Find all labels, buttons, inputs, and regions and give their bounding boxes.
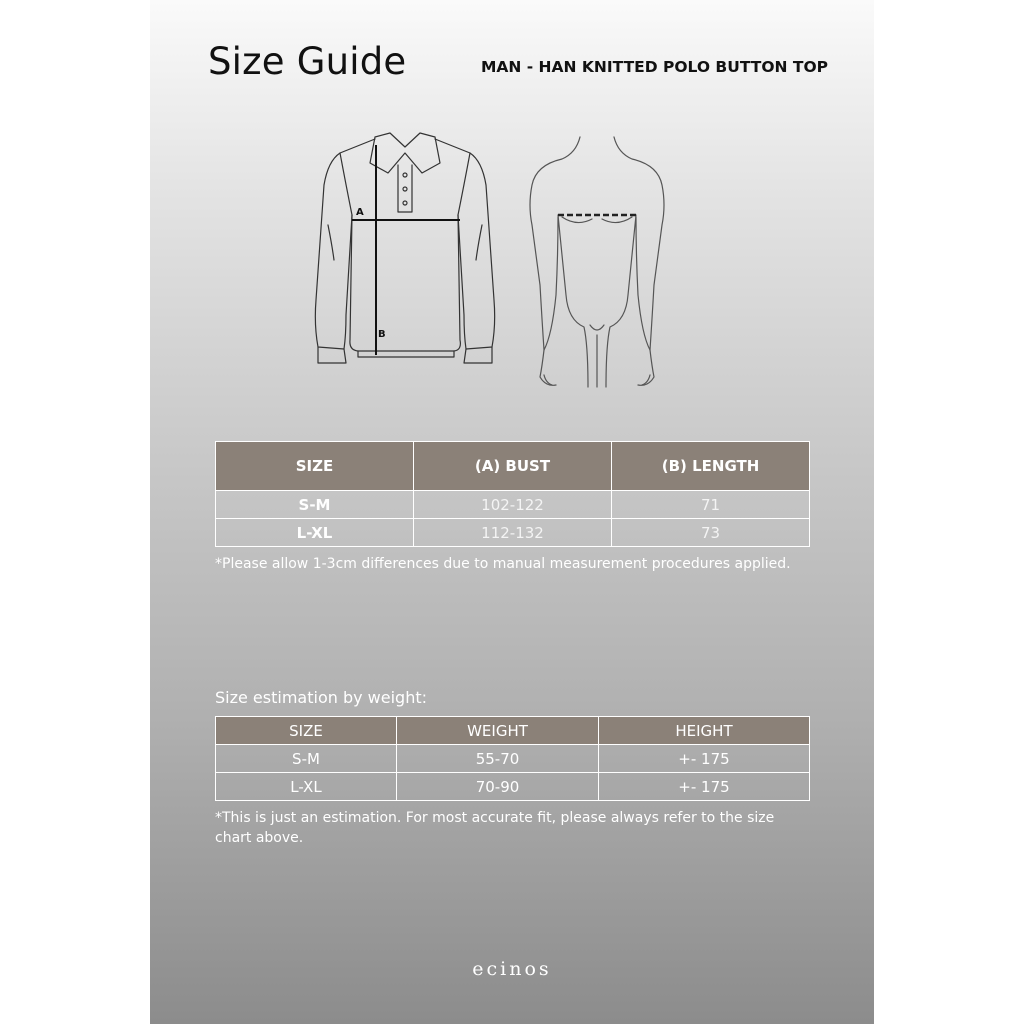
- height-cell: +- 175: [599, 745, 810, 773]
- table-row: [216, 519, 810, 547]
- size-cell: S-M: [216, 491, 414, 519]
- size-cell: L-XL: [216, 519, 414, 547]
- col-header-bust: (A) BUST: [414, 442, 612, 491]
- weight-chart-header-row: [216, 717, 810, 745]
- polo-shirt-illustration: [300, 125, 510, 375]
- measure-label-b: B: [378, 329, 386, 340]
- size-cell: L-XL: [216, 773, 397, 801]
- table-row: [216, 745, 810, 773]
- height-cell: +- 175: [599, 773, 810, 801]
- product-name: MAN - HAN KNITTED POLO BUTTON TOP: [480, 58, 828, 76]
- size-chart-table: [215, 441, 810, 547]
- bust-cell: 112-132: [414, 519, 612, 547]
- col-header-length: (B) LENGTH: [612, 442, 810, 491]
- page-title: Size Guide: [208, 40, 407, 83]
- table-row: [216, 491, 810, 519]
- col-header-size: SIZE: [216, 442, 414, 491]
- brand-logo: ecinos: [472, 958, 552, 980]
- col-header-size: SIZE: [216, 717, 397, 745]
- length-cell: 71: [612, 491, 810, 519]
- measurement-note: *Please allow 1-3cm differences due to manual measurement procedures applied.: [215, 556, 791, 572]
- size-cell: S-M: [216, 745, 397, 773]
- table-row: [216, 773, 810, 801]
- weight-chart-table: [215, 716, 810, 801]
- col-header-height: HEIGHT: [599, 717, 810, 745]
- bust-cell: 102-122: [414, 491, 612, 519]
- weight-cell: 70-90: [397, 773, 599, 801]
- col-header-weight: WEIGHT: [397, 717, 599, 745]
- weight-estimation-heading: Size estimation by weight:: [215, 688, 427, 707]
- estimation-note: *This is just an estimation. For most accurate fit, please always refer to the size chart above.: [215, 810, 775, 846]
- length-cell: 73: [612, 519, 810, 547]
- size-chart-header-row: [216, 442, 810, 491]
- size-guide-page: [150, 0, 874, 1024]
- measure-label-a: A: [356, 207, 364, 218]
- weight-cell: 55-70: [397, 745, 599, 773]
- body-illustration: [522, 135, 672, 393]
